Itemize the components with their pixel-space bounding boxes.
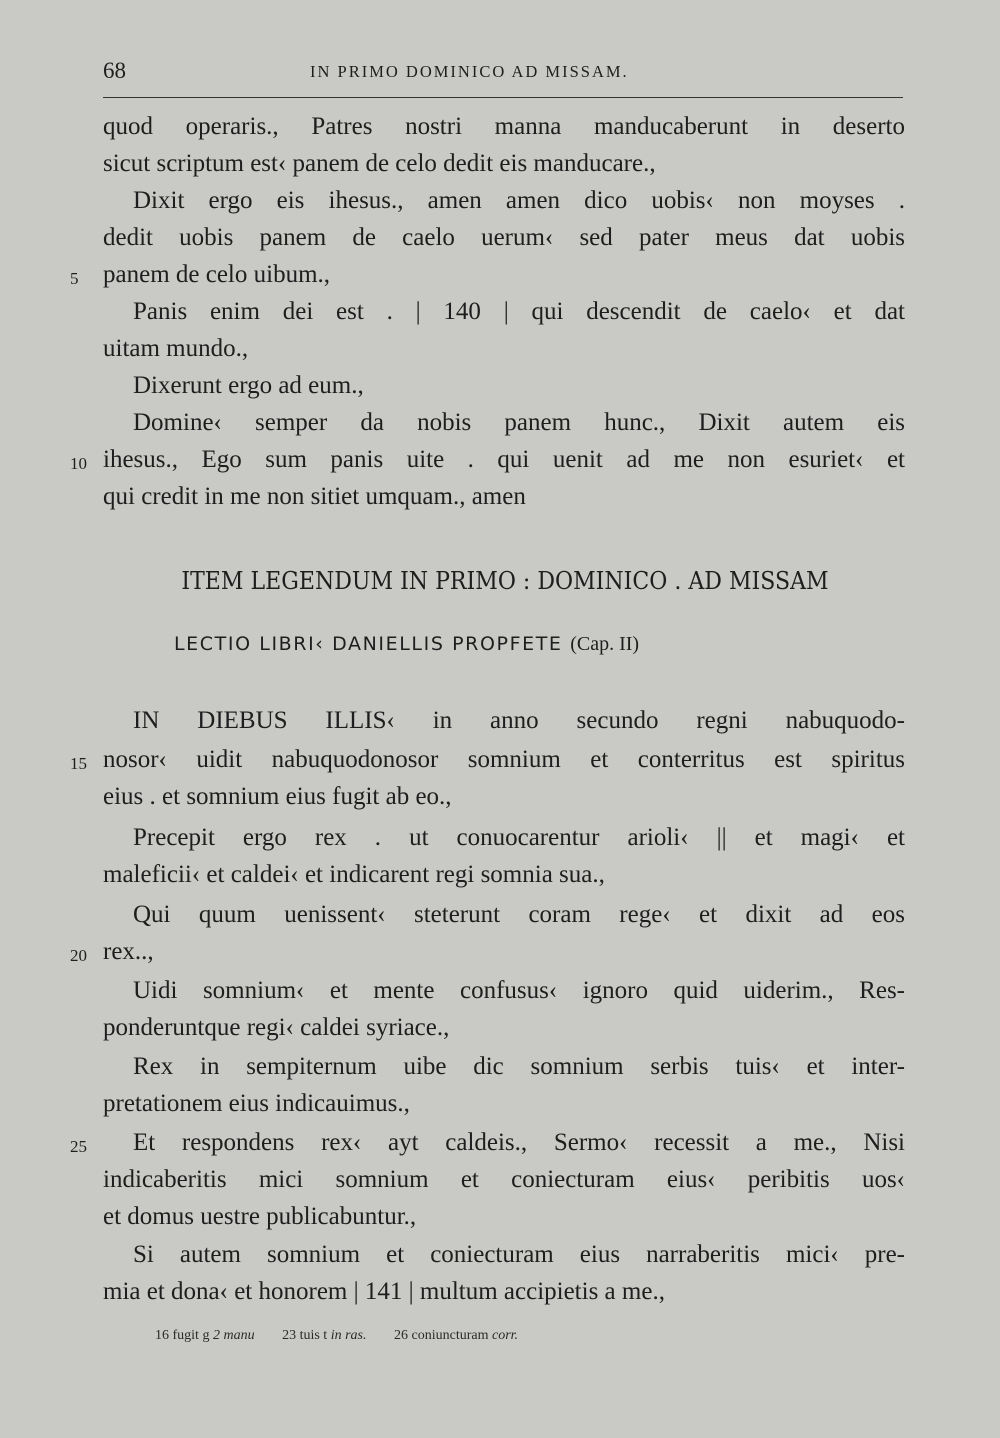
text-line: et domus uestre publicabuntur., xyxy=(103,1203,417,1230)
text-line: rex.., xyxy=(103,938,154,965)
text-line: Dixerunt ergo ad eum., xyxy=(133,372,364,399)
text-line: maleficii‹ et caldei‹ et indicarent regi somnia sua., xyxy=(103,861,605,888)
line-number: 10 xyxy=(70,454,87,473)
text-line: indicaberitis mici somnium et coniecturam eius‹ peribitis uos‹ xyxy=(103,1166,905,1193)
text-line: uitam mundo., xyxy=(103,335,249,362)
line-number: 20 xyxy=(70,946,87,965)
footnote-note: 2 manu xyxy=(212,1328,255,1343)
footnotes xyxy=(155,1328,542,1344)
text-line: eius . et somnium eius fugit ab eo., xyxy=(103,783,452,810)
line-number: 5 xyxy=(70,269,79,288)
text-line: mia et dona‹ et honorem | 141 | multum accipietis a me., xyxy=(103,1278,665,1305)
chapter-reference: (Cap. II) xyxy=(570,633,640,655)
footnote xyxy=(155,1328,255,1343)
text-line: Panis enim dei est . | 140 | qui descendit de caelo‹ et dat xyxy=(133,298,905,325)
running-title: IN PRIMO DOMINICO AD MISSAM. xyxy=(310,62,629,81)
footnote-text: 16 fugit g xyxy=(155,1328,210,1343)
line-number: 15 xyxy=(70,754,87,773)
section-title: ITEM LEGENDUM IN PRIMO : DOMINICO . AD MISSAM xyxy=(181,566,829,595)
text-line: Rex in sempiternum uibe dic somnium serbis tuis‹ et inter- xyxy=(133,1053,905,1080)
text-line: Domine‹ semper da nobis panem hunc., Dixit autem eis xyxy=(133,409,905,436)
text-line: nosor‹ uidit nabuquodonosor somnium et conterritus est spiritus xyxy=(103,746,905,773)
text-line: sicut scriptum est‹ panem de celo dedit eis manducare., xyxy=(103,150,656,177)
text-line: Et respondens rex‹ ayt caldeis., Sermo‹ recessit a me., Nisi xyxy=(133,1129,905,1156)
line-number: 25 xyxy=(70,1137,87,1156)
footnote-text: 26 coniuncturam xyxy=(394,1328,489,1343)
text-line: ponderuntque regi‹ caldei syriace., xyxy=(103,1014,450,1041)
footnote xyxy=(282,1328,366,1343)
text-line: Qui quum uenissent‹ steterunt coram rege‹ et dixit ad eos xyxy=(133,901,905,928)
text-line: ihesus., Ego sum panis uite . qui uenit ad me non esuriet‹ et xyxy=(103,446,905,473)
text-line: qui credit in me non sitiet umquam., amen xyxy=(103,483,526,510)
text-line: Si autem somnium et coniecturam eius narraberitis mici‹ pre- xyxy=(133,1241,905,1268)
page-header xyxy=(103,58,903,88)
header-rule xyxy=(103,97,903,98)
text-line: panem de celo uibum., xyxy=(103,261,331,288)
text-line: quod operaris., Patres nostri manna manducaberunt in deserto xyxy=(103,113,905,140)
text-line: Uidi somnium‹ et mente confusus‹ ignoro quid uiderim., Res- xyxy=(133,977,905,1004)
text-line: dedit uobis panem de caelo uerum‹ sed pater meus dat uobis xyxy=(103,224,905,251)
footnote-note: in ras. xyxy=(330,1328,367,1343)
lectio-heading-text: LECTIO LIBRI‹ DANIELLIS PROPFETE xyxy=(174,633,563,655)
text-line: Precepit ergo rex . ut conuocarentur arioli‹ || et magi‹ et xyxy=(133,824,905,851)
footnote-note: corr. xyxy=(491,1328,519,1343)
text-line: Dixit ergo eis ihesus., amen amen dico uobis‹ non moyses . xyxy=(133,187,905,214)
footnote-text: 23 tuis t xyxy=(282,1328,328,1343)
page-number: 68 xyxy=(103,58,126,83)
lectio-heading xyxy=(174,633,639,656)
text-line: IN DIEBUS ILLIS‹ in anno secundo regni nabuquodo- xyxy=(133,707,905,734)
footnote xyxy=(394,1328,518,1343)
text-line: pretationem eius indicauimus., xyxy=(103,1090,410,1117)
